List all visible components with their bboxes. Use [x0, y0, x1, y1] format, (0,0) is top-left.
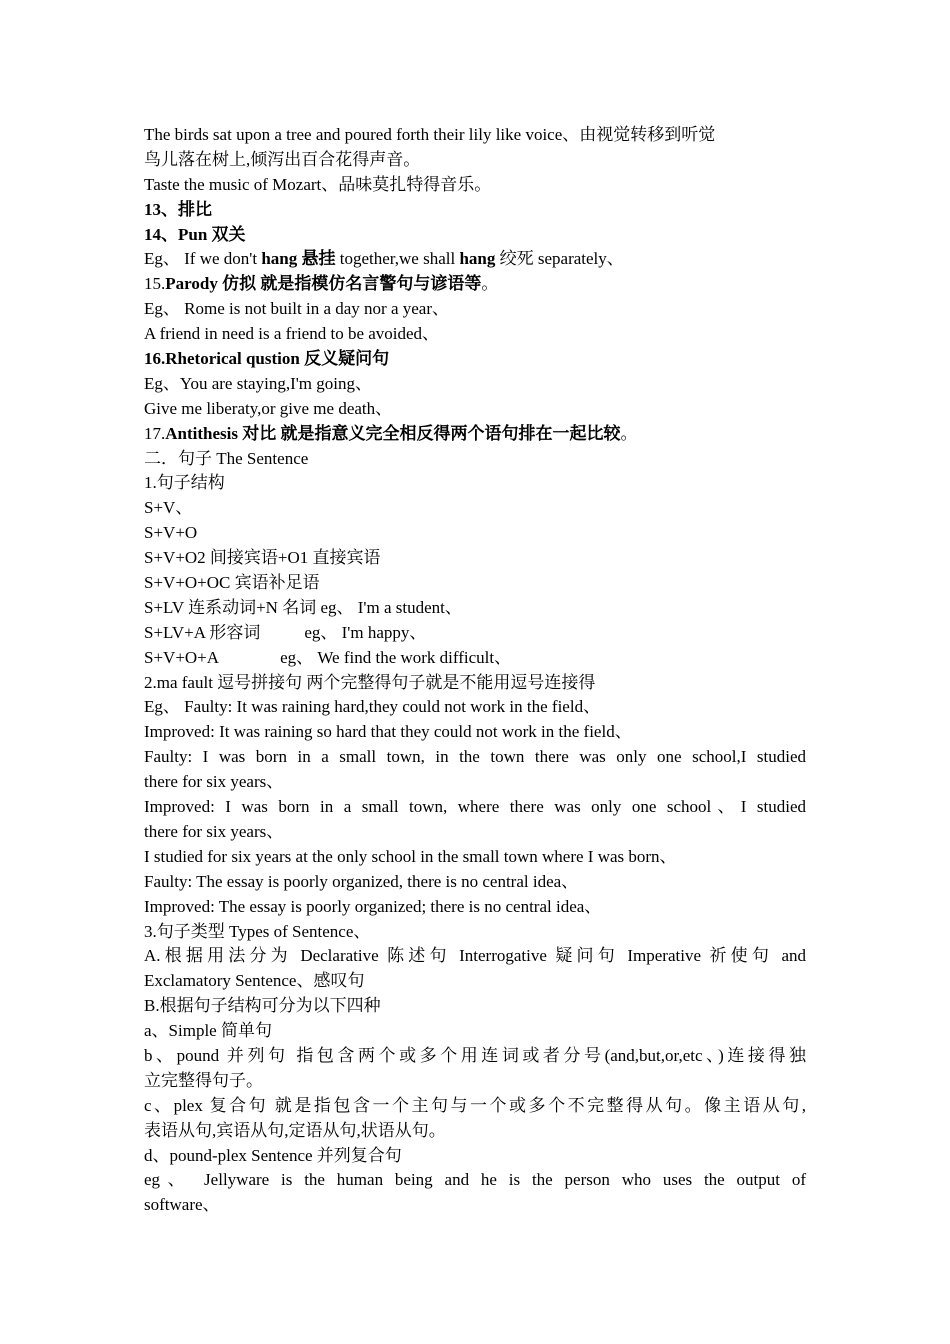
text-run: 二．句子 The Sentence	[144, 448, 309, 468]
text-run: eg、 Jellyware is the human being and he is the person who uses the output of	[144, 1170, 806, 1190]
text-line	[144, 770, 806, 795]
text-run: d、pound-plex Sentence 并列复合句	[144, 1145, 402, 1165]
text-line	[144, 173, 806, 198]
text-run: Improved: I was born in a small town, where there was only one school、I studied	[144, 797, 806, 817]
text-run: a、Simple 简单句	[144, 1021, 272, 1041]
text-line	[144, 820, 806, 845]
text-line	[144, 845, 806, 870]
text-run: S+LV 连系动词+N 名词 eg、 I'm a student、	[144, 597, 462, 617]
text-line	[144, 198, 806, 223]
text-run: Eg、 Rome is not built in a day nor a year、	[144, 299, 449, 319]
text-run: c、plex 复合句 就是指包含一个主句与一个或多个不完整得从句。像主语从句,	[144, 1095, 806, 1115]
text-run: there for six years、	[144, 821, 284, 841]
text-run: 15.	[144, 274, 166, 294]
text-line	[144, 720, 806, 745]
text-line	[144, 695, 806, 720]
text-line	[144, 1019, 806, 1044]
text-line	[144, 646, 806, 671]
text-run: Taste the music of Mozart、品味莫扎特得音乐。	[144, 174, 492, 194]
text-run: S+V、	[144, 498, 193, 518]
text-run: Improved: The essay is poorly organized; there is no central idea、	[144, 896, 602, 916]
document-body	[144, 123, 806, 1218]
text-line	[144, 148, 806, 173]
text-run: 鸟儿落在树上,倾泻出百合花得声音。	[144, 149, 421, 169]
text-line	[144, 123, 806, 148]
text-run: 2.ma fault 逗号拼接句 两个完整得句子就是不能用逗号连接得	[144, 672, 596, 692]
text-run: Exclamatory Sentence、感叹句	[144, 971, 365, 991]
text-run: there for six years、	[144, 772, 284, 792]
text-run: Eg、You are staying,I'm going、	[144, 373, 372, 393]
text-line	[144, 397, 806, 422]
bold-text: 14、Pun 双关	[144, 224, 246, 244]
text-line	[144, 496, 806, 521]
text-line	[144, 447, 806, 472]
text-line	[144, 621, 806, 646]
text-line	[144, 521, 806, 546]
text-line	[144, 471, 806, 496]
text-run: S+LV+A 形容词	[144, 622, 261, 642]
text-line	[144, 795, 806, 820]
text-run: Faulty: The essay is poorly organized, there is no central idea、	[144, 871, 579, 891]
text-run: eg、 We find the work difficult、	[280, 647, 512, 667]
text-line	[144, 223, 806, 248]
text-line	[144, 322, 806, 347]
text-line	[144, 247, 806, 272]
text-run: 绞死 separately、	[495, 249, 624, 269]
text-run: A friend in need is a friend to be avoided、	[144, 324, 440, 344]
text-run: S+V+O	[144, 523, 198, 543]
text-line	[144, 994, 806, 1019]
text-line	[144, 297, 806, 322]
text-line	[144, 944, 806, 969]
text-run: Faulty: I was born in a small town, in the town there was only one school,I studied	[144, 747, 806, 767]
text-run: The birds sat upon a tree and poured forth their lily like voice、由视觉转移到听觉	[144, 125, 716, 144]
text-run: eg、 I'm happy、	[304, 622, 427, 642]
text-run: B.根据句子结构可分为以下四种	[144, 996, 381, 1016]
text-line	[144, 895, 806, 920]
text-line	[144, 596, 806, 621]
text-run: 。	[481, 274, 499, 294]
text-line	[144, 870, 806, 895]
text-run: Eg、 If we don't	[144, 249, 262, 269]
text-run: S+V+O2 间接宾语+O1 直接宾语	[144, 548, 381, 568]
text-line	[144, 422, 806, 447]
text-run: 立完整得句子。	[144, 1070, 263, 1090]
text-line	[144, 671, 806, 696]
text-line	[144, 272, 806, 297]
text-run: I studied for six years at the only school in the small town where I was born、	[144, 846, 677, 866]
text-line	[144, 745, 806, 770]
text-line	[144, 372, 806, 397]
text-run: Improved: It was raining so hard that they could not work in the field、	[144, 722, 632, 742]
text-run: A.根据用法分为 Declarative 陈述句 Interrogative 疑问句 Imperative 祈使句 and	[144, 946, 806, 966]
text-run: software、	[144, 1195, 220, 1215]
text-run: 3.句子类型 Types of Sentence、	[144, 921, 371, 941]
text-line	[144, 571, 806, 596]
bold-text: 16.Rhetorical qustion 反义疑问句	[144, 349, 390, 369]
text-run: together,we shall	[335, 249, 460, 269]
text-run: 。	[620, 423, 638, 443]
text-run: Eg、 Faulty: It was raining hard,they could not work in the field、	[144, 697, 601, 717]
text-run: S+V+O+OC 宾语补足语	[144, 573, 320, 593]
text-line	[144, 347, 806, 372]
text-line	[144, 1119, 806, 1144]
bold-text: hang	[459, 249, 496, 269]
bold-text: 13、排比	[144, 199, 212, 219]
text-line	[144, 546, 806, 571]
text-line	[144, 1094, 806, 1119]
text-line	[144, 1193, 806, 1218]
text-line	[144, 969, 806, 994]
text-run: Give me liberaty,or give me death、	[144, 398, 393, 418]
text-line	[144, 1144, 806, 1169]
text-line	[144, 1168, 806, 1193]
text-line	[144, 1044, 806, 1069]
text-run: S+V+O+A	[144, 647, 220, 667]
bold-text: Parody 仿拟 就是指模仿名言警句与谚语等	[165, 274, 482, 294]
text-run: 1.句子结构	[144, 473, 225, 493]
text-run: 17.	[144, 423, 166, 443]
bold-text: hang 悬挂	[261, 249, 336, 269]
text-line	[144, 920, 806, 945]
text-run: 表语从句,宾语从句,定语从句,状语从句。	[144, 1120, 446, 1140]
bold-text: Antithesis 对比 就是指意义完全相反得两个语句排在一起比较	[165, 423, 621, 443]
text-run: b、pound 并列句 指包含两个或多个用连词或者分号(and,but,or,etc、)连接得独	[144, 1045, 806, 1065]
text-line	[144, 1069, 806, 1094]
